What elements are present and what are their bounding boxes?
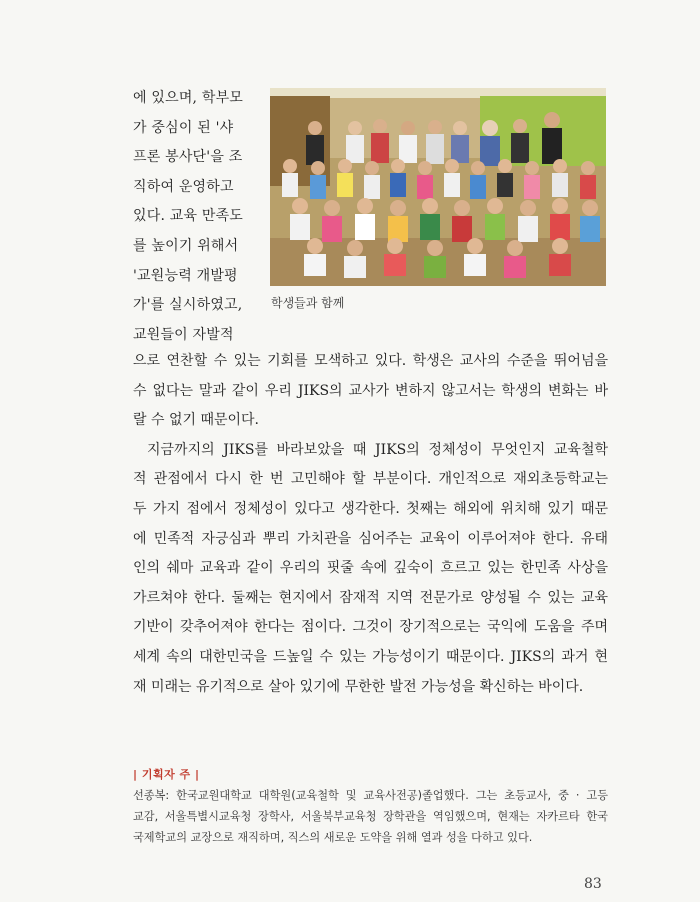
text-line: 교원들이 자발적 [133,326,234,343]
text-line: 에 있으며, 학부모 [133,90,244,106]
text-line: 있다. 교육 만족도 [133,208,244,225]
text-line: 인의 쉐마 교육과 같이 우리의 핏줄 속에 깊숙이 흐르고 있는 한민족 사상을 [133,560,608,577]
text-line: 가'를 실시하였고, [133,297,243,314]
text-line: 를 높이기 위해서 [133,237,239,254]
page-number: 83 [584,876,602,892]
photo-caption: 학생들과 함께 [271,296,345,310]
body-text [133,347,608,702]
group-photo [270,88,606,286]
text-line: 직하여 운영하고 [133,178,234,195]
text-line: 적 관점에서 다시 한 번 고민해야 할 부분이다. 개인적으로 재외초등학교는 [133,471,608,488]
text-line: 가르쳐야 한다. 둘째는 현지에서 잠재적 지역 전문가로 양성될 수 있는 교육 [133,589,608,606]
editor-note-line: 교감, 서울특별시교육청 장학사, 서울북부교육청 장학관을 역임했으며, 현재는 자카르타 한국 [133,810,608,823]
text-line: 프론 봉사단'을 조 [133,149,243,166]
text-line: 두 가지 점에서 정체성이 있다고 생각한다. 첫째는 해외에 위치해 있기 때문 [133,500,608,517]
text-line: 재 미래는 유기적으로 살아 있기에 무한한 발전 가능성을 확신하는 바이다. [133,678,584,695]
text-line: 으로 연찬할 수 있는 기회를 모색하고 있다. 학생은 교사의 수준을 뛰어넘을 [133,353,608,369]
text-line: '교원능력 개발평 [133,267,238,284]
text-line: 지금까지의 JIKS를 바라보았을 때 JIKS의 정체성이 무엇인지 교육철학 [147,441,608,458]
narrow-text-column [133,84,263,350]
text-line: 에 민족적 자긍심과 뿌리 가치관을 심어주는 교육이 이루어져야 한다. 유태 [133,530,608,547]
text-line: 가 중심이 된 '샤 [133,119,234,136]
text-line: 기반이 갖추어져야 한다는 점이다. 그것이 장기적으로는 국익에 도움을 주며 [133,619,608,636]
editor-note-line: 국제학교의 교장으로 재직하며, 직스의 새로운 도약을 위해 열과 성을 다하고 있다. [133,831,533,844]
text-line: 수 없다는 말과 같이 우리 JIKS의 교사가 변하지 않고서는 학생의 변화는 바 [133,382,608,399]
editor-note-line: 선종복: 한국교원대학교 대학원(교육철학 및 교육사전공)졸업했다. 그는 초등교사, 중 · 고등 [133,789,608,802]
text-line: 세계 속의 대한민국을 드높일 수 있는 가능성이기 때문이다. JIKS의 과거 현 [133,648,608,665]
text-line: 랄 수 없기 때문이다. [133,412,259,429]
editor-note-label: | 기획자 주 | [133,768,200,781]
editor-note [133,785,608,848]
